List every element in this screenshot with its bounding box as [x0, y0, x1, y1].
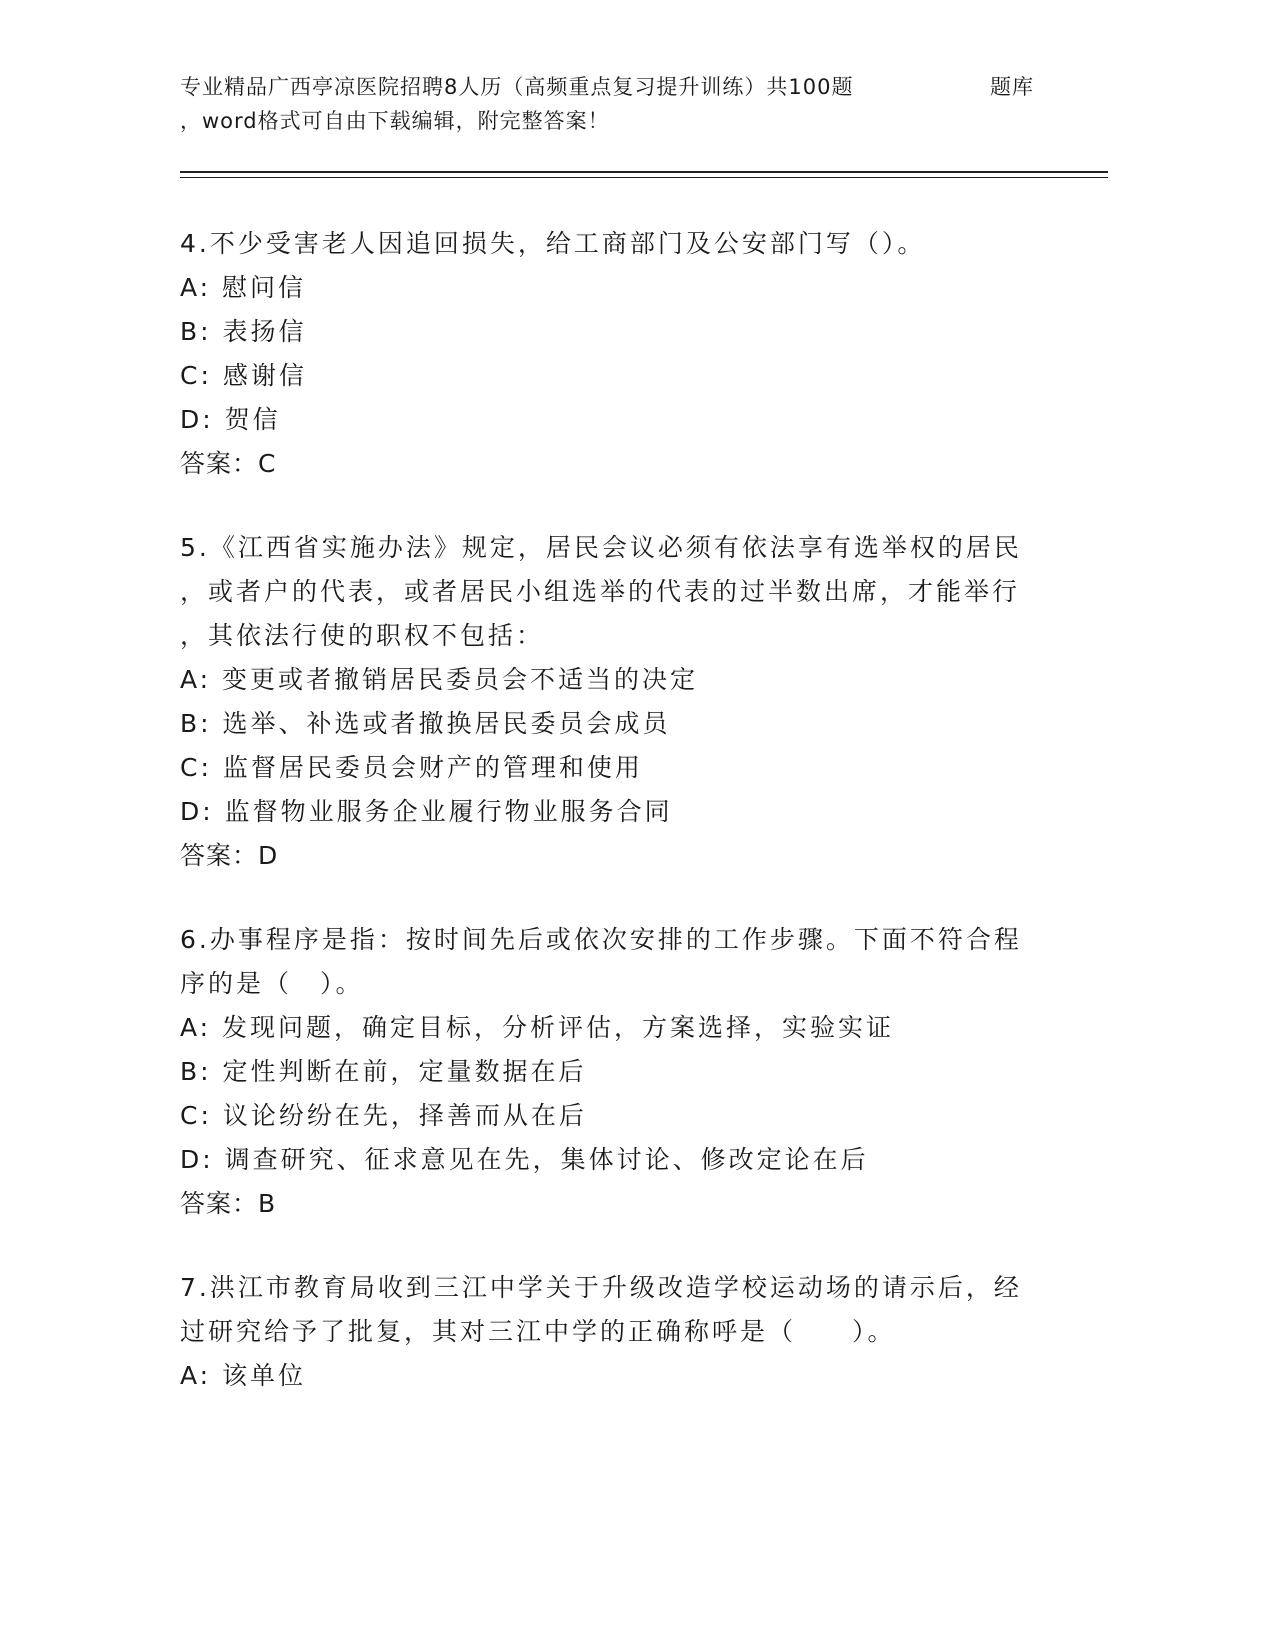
answer-label: 答案：B — [180, 1189, 277, 1218]
option-b: B: 选举、补选或者撤换居民委员会成员 — [180, 709, 671, 738]
option-c: C: 感谢信 — [180, 361, 307, 390]
question-list — [180, 222, 1060, 1438]
option-d: D: 调查研究、征求意见在先，集体讨论、修改定论在后 — [180, 1145, 869, 1174]
header-title: 专业精品广西亭凉医院招聘8人历（高频重点复习提升训练）共100题 — [180, 75, 854, 99]
option-a: A: 该单位 — [180, 1361, 307, 1390]
answer-label: 答案：C — [180, 449, 277, 478]
question-text: 过研究给予了批复，其对三江中学的正确称呼是（ ）。 — [180, 1317, 896, 1346]
option-d: D: 监督物业服务企业履行物业服务合同 — [180, 797, 673, 826]
option-c: C: 监督居民委员会财产的管理和使用 — [180, 753, 643, 782]
option-b: B: 表扬信 — [180, 317, 307, 346]
option-d: D: 贺信 — [180, 405, 281, 434]
header-subtitle: ，word格式可自由下载编辑，附完整答案！ — [180, 109, 610, 133]
question-text: 序的是（ ）。 — [180, 969, 364, 998]
question-text: ，或者户的代表，或者居民小组选举的代表的过半数出席，才能举行 — [180, 577, 1021, 606]
question-text: 7.洪江市教育局收到三江中学关于升级改造学校运动场的请示后，经 — [180, 1273, 1022, 1302]
answer-label: 答案：D — [180, 841, 279, 870]
option-a: A: 慰问信 — [180, 273, 307, 302]
header-rule-thick — [180, 171, 1108, 173]
question-text: 5.《江西省实施办法》规定，居民会议必须有依法享有选举权的居民 — [180, 533, 1022, 562]
question-4 — [180, 222, 1060, 486]
header-rule-thin — [180, 177, 1108, 178]
option-a: A: 变更或者撤销居民委员会不适当的决定 — [180, 665, 699, 694]
header-line-1 — [180, 70, 1110, 104]
option-b: B: 定性判断在前，定量数据在后 — [180, 1057, 587, 1086]
question-text: 6.办事程序是指：按时间先后或依次安排的工作步骤。下面不符合程 — [180, 925, 1022, 954]
question-text: 4.不少受害老人因追回损失，给工商部门及公安部门写（）。 — [180, 229, 926, 258]
option-a: A: 发现问题，确定目标，分析评估，方案选择，实验实证 — [180, 1013, 895, 1042]
question-6 — [180, 918, 1060, 1226]
header-tag: 题库 — [990, 75, 1034, 99]
question-text: ，其依法行使的职权不包括： — [180, 621, 545, 650]
question-5 — [180, 526, 1060, 878]
question-7 — [180, 1266, 1060, 1398]
document-header — [180, 70, 1110, 138]
option-c: C: 议论纷纷在先，择善而从在后 — [180, 1101, 587, 1130]
